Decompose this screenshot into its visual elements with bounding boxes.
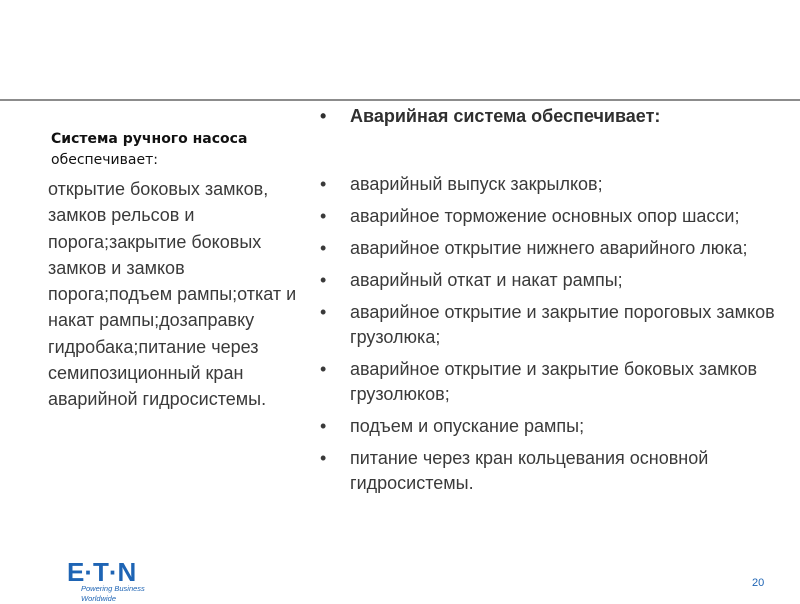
bullet-icon: • <box>320 270 327 290</box>
bullet-icon: • <box>320 448 327 468</box>
list-item <box>318 236 778 261</box>
title-divider-line <box>0 99 800 101</box>
list-item <box>318 300 778 350</box>
list-item-text: аварийный выпуск закрылков; <box>350 174 603 194</box>
list-item-text: аварийное открытие нижнего аварийного люка; <box>350 238 748 258</box>
list-item <box>318 172 778 197</box>
left-heading-bold: Система ручного насоса <box>51 131 248 147</box>
bullet-icon: • <box>320 238 327 258</box>
list-item-text: подъем и опускание рампы; <box>350 416 585 436</box>
list-item-text: питание через кран кольцевания основной гидросистемы. <box>350 448 709 493</box>
left-column-body: открытие боковых замков, замков рельсов и порога;закрытие боковых замков и замков порога;подъем рампы;откат и накат рампы;дозаправку гидробака;питание через семипозиционный кран аварийной гидросистемы. <box>48 179 297 410</box>
right-column-list <box>318 104 778 503</box>
list-item <box>318 446 778 496</box>
left-heading-rest: обеспечивает: <box>51 152 158 168</box>
bullet-icon: • <box>320 416 327 436</box>
logo-tagline: Powering Business Worldwide <box>81 584 145 603</box>
bullet-icon: • <box>320 106 327 126</box>
bullet-icon: • <box>320 359 327 379</box>
eaton-logo <box>67 557 177 604</box>
bullet-icon: • <box>320 206 327 226</box>
page-number: 20 <box>752 577 765 589</box>
bullet-icon: • <box>320 174 327 194</box>
right-list-heading <box>318 104 778 129</box>
list-item-text: аварийное торможение основных опор шасси; <box>350 206 740 226</box>
left-column-heading <box>51 129 301 171</box>
list-item-text: аварийное открытие и закрытие пороговых замков грузолюка; <box>350 302 775 347</box>
bullet-icon: • <box>320 302 327 322</box>
list-item <box>318 204 778 229</box>
list-item-text: аварийное открытие и закрытие боковых замков грузолюков; <box>350 359 758 404</box>
logo-wordmark: E·T·N <box>67 557 137 587</box>
list-item <box>318 268 778 293</box>
list-item-text: аварийный откат и накат рампы; <box>350 270 623 290</box>
list-item <box>318 357 778 407</box>
right-heading-text: Аварийная система обеспечивает: <box>350 106 661 126</box>
list-item <box>318 414 778 439</box>
